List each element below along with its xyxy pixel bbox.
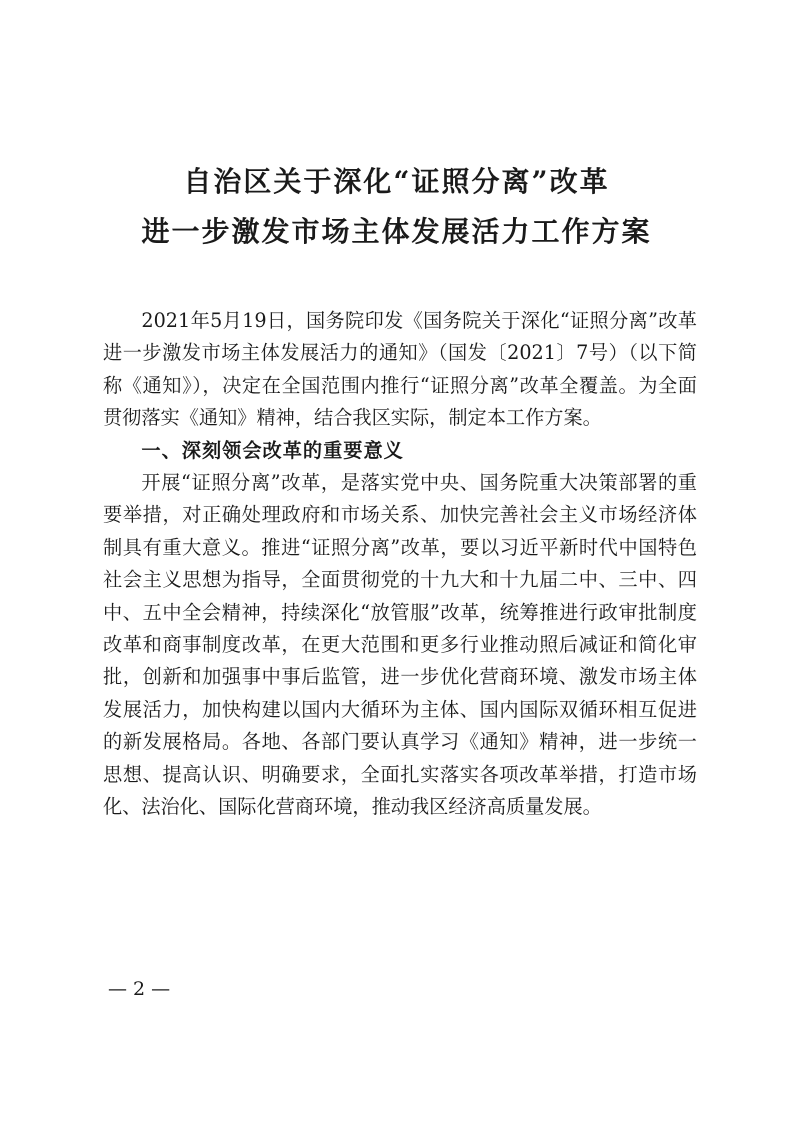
section-heading: 一、深刻领会改革的重要意义 (141, 438, 404, 462)
page-number: — 2 — (108, 978, 171, 1000)
section-paragraph: 开展“证照分离”改革，是落实党中央、国务院重大决策部署的重要举措，对正确处理政府和市场关系、加快完善社会主义市场经济体制具有重大意义。推进“证照分离”改革，要以习近平新时代中国特色社会主义思想为指导，全面贯彻党的十九大和十九届二中、三中、四中、五中全会精神，持续深化“放管服”改革，统筹推进行政审批制度改革和商事制度改革，在更大范围和更多行业推动照后减证和简化审批，创新和加强事中事后监管，进一步优化营商环境、激发市场主体发展活力，加快构建以国内大循环为主体、国内国际双循环相互促进的新发展格局。各地、各部门要认真学习《通知》精神，进一步统一思想、提高认识、明确要求，全面扎实落实各项改革举措，打造市场化、法治化、国际化营商环境，推动我区经济高质量发展。 (103, 471, 697, 819)
document-title-line-1: 自治区关于深化“证照分离”改革 (183, 165, 610, 198)
document-body (103, 305, 697, 824)
intro-paragraph: 2021年5月19日，国务院印发《国务院关于深化“证照分离”改革进一步激发市场主体发展活力的通知》（国发〔2021〕7号）（以下简称《通知》），决定在全国范围内推行“证照分离”改革全覆盖。为全面贯彻落实《通知》精神，结合我区实际，制定本工作方案。 (103, 309, 697, 430)
document-title-line-2: 进一步激发市场主体发展活力工作方案 (141, 215, 652, 248)
